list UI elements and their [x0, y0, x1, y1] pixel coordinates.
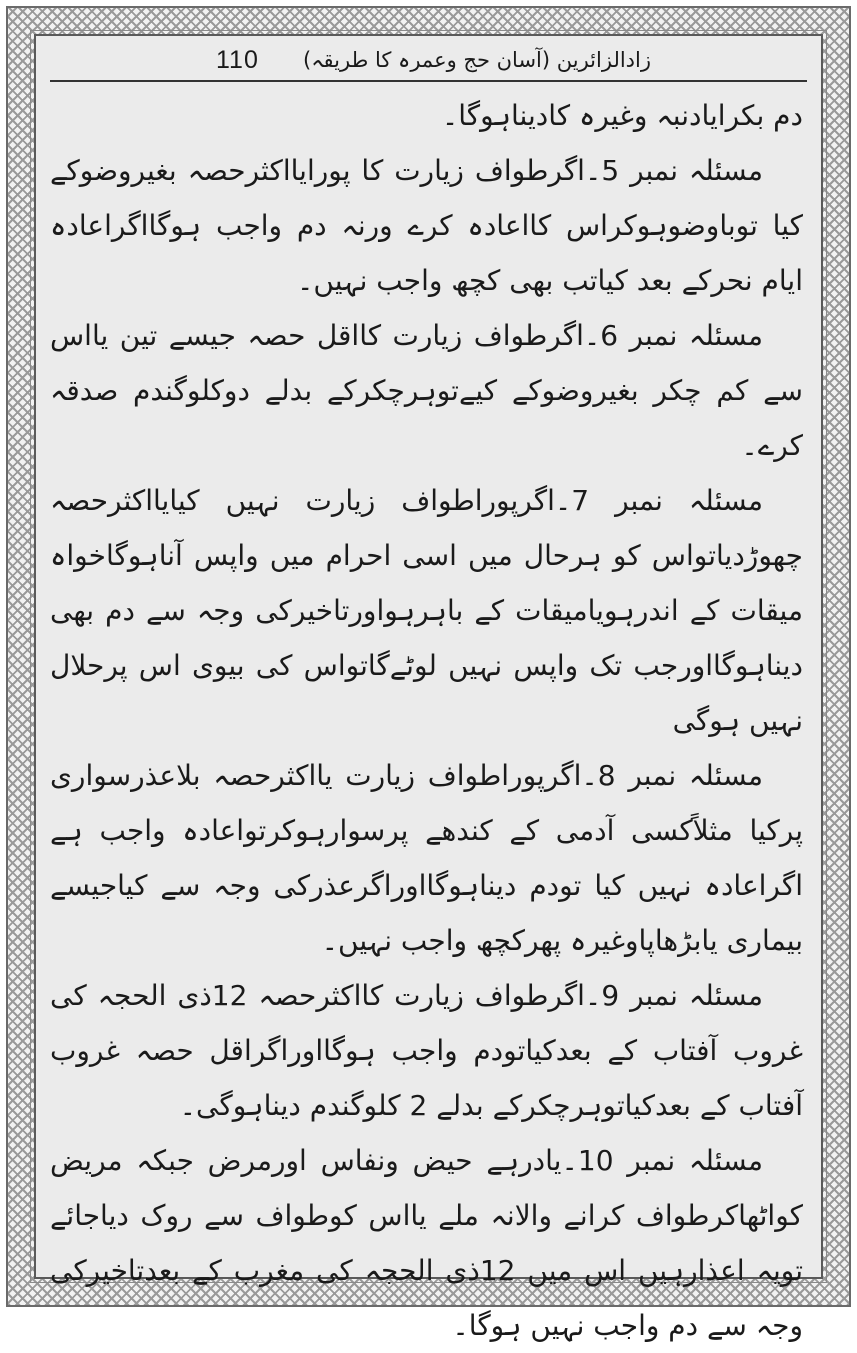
- paragraph-masala-6: مسئلہ نمبر 6۔اگرطواف زیارت کااقل حصہ جیسے تین یااس سے کم چکر بغیروضوکے کیےتوہرچکرکے بدلے دوکلوگندم صدقہ کرے۔: [50, 319, 803, 462]
- running-title: زادالزائرین (آسان حج وعمرہ کا طریقہ): [303, 48, 651, 72]
- paragraph-masala-7: مسئلہ نمبر 7۔اگرپوراطواف زیارت نہیں کیایااکثرحصہ چھوڑدیاتواس کو ہرحال میں اسی احرام میں واپس آناہوگاخواہ میقات کے اندرہویامیقات کے باہرہواورتاخیرکی وجہ سے دم بھی دیناہوگااورجب تک واپس نہیں لوٹےگاتواس کی بیوی اس پرحلال نہیں ہوگی: [50, 484, 803, 737]
- body-text: [50, 88, 803, 1342]
- paragraph-masala-5: مسئلہ نمبر 5۔اگرطواف زیارت کا پورایااکثرحصہ بغیروضوکے کیا توباوضوہوکراس کااعادہ کرے ورنہ دم واجب ہوگااگراعادہ ایام نحرکے بعد کیاتب بھی کچھ واجب نہیں۔: [50, 154, 803, 297]
- page-content-area: [34, 34, 823, 1342]
- paragraph-masala-8: مسئلہ نمبر 8۔اگرپوراطواف زیارت یااکثرحصہ بلاعذرسواری پرکیا مثلاًکسی آدمی کے کندھے پرسوارہوکرتواعادہ واجب ہے اگراعادہ نہیں کیا تودم دیناہوگااوراگرعذرکی وجہ سے کیاجیسے بیماری یابڑھاپاوغیرہ پھرکچھ واجب نہیں۔: [50, 759, 803, 957]
- header-divider: [50, 80, 807, 82]
- decorative-page-border: [6, 6, 851, 1342]
- paragraph-continuation: دم بکرایادنبہ وغیرہ کادیناہوگا۔: [441, 99, 803, 132]
- page-number: 110: [216, 45, 259, 74]
- paragraph-masala-10: مسئلہ نمبر 10۔یادرہے حیض ونفاس اورمرض جبکہ مریض کواٹھاکرطواف کرانے والانہ ملے یااس کوطواف سے روک دیاجائے تویہ اعذارہیں اس میں 12ذی الحجہ کی مغرب کے بعدتاخیرکی وجہ سے دم واجب نہیں ہوگا۔: [50, 1144, 803, 1342]
- page-header: [56, 40, 801, 80]
- paragraph-masala-9: مسئلہ نمبر 9۔اگرطواف زیارت کااکثرحصہ 12ذی الحجہ کی غروب آفتاب کے بعدکیاتودم واجب ہوگااوراگراقل حصہ غروب آفتاب کے بعدکیاتوہرچکرکے بدلے 2 کلوگندم دیناہوگی۔: [50, 979, 803, 1122]
